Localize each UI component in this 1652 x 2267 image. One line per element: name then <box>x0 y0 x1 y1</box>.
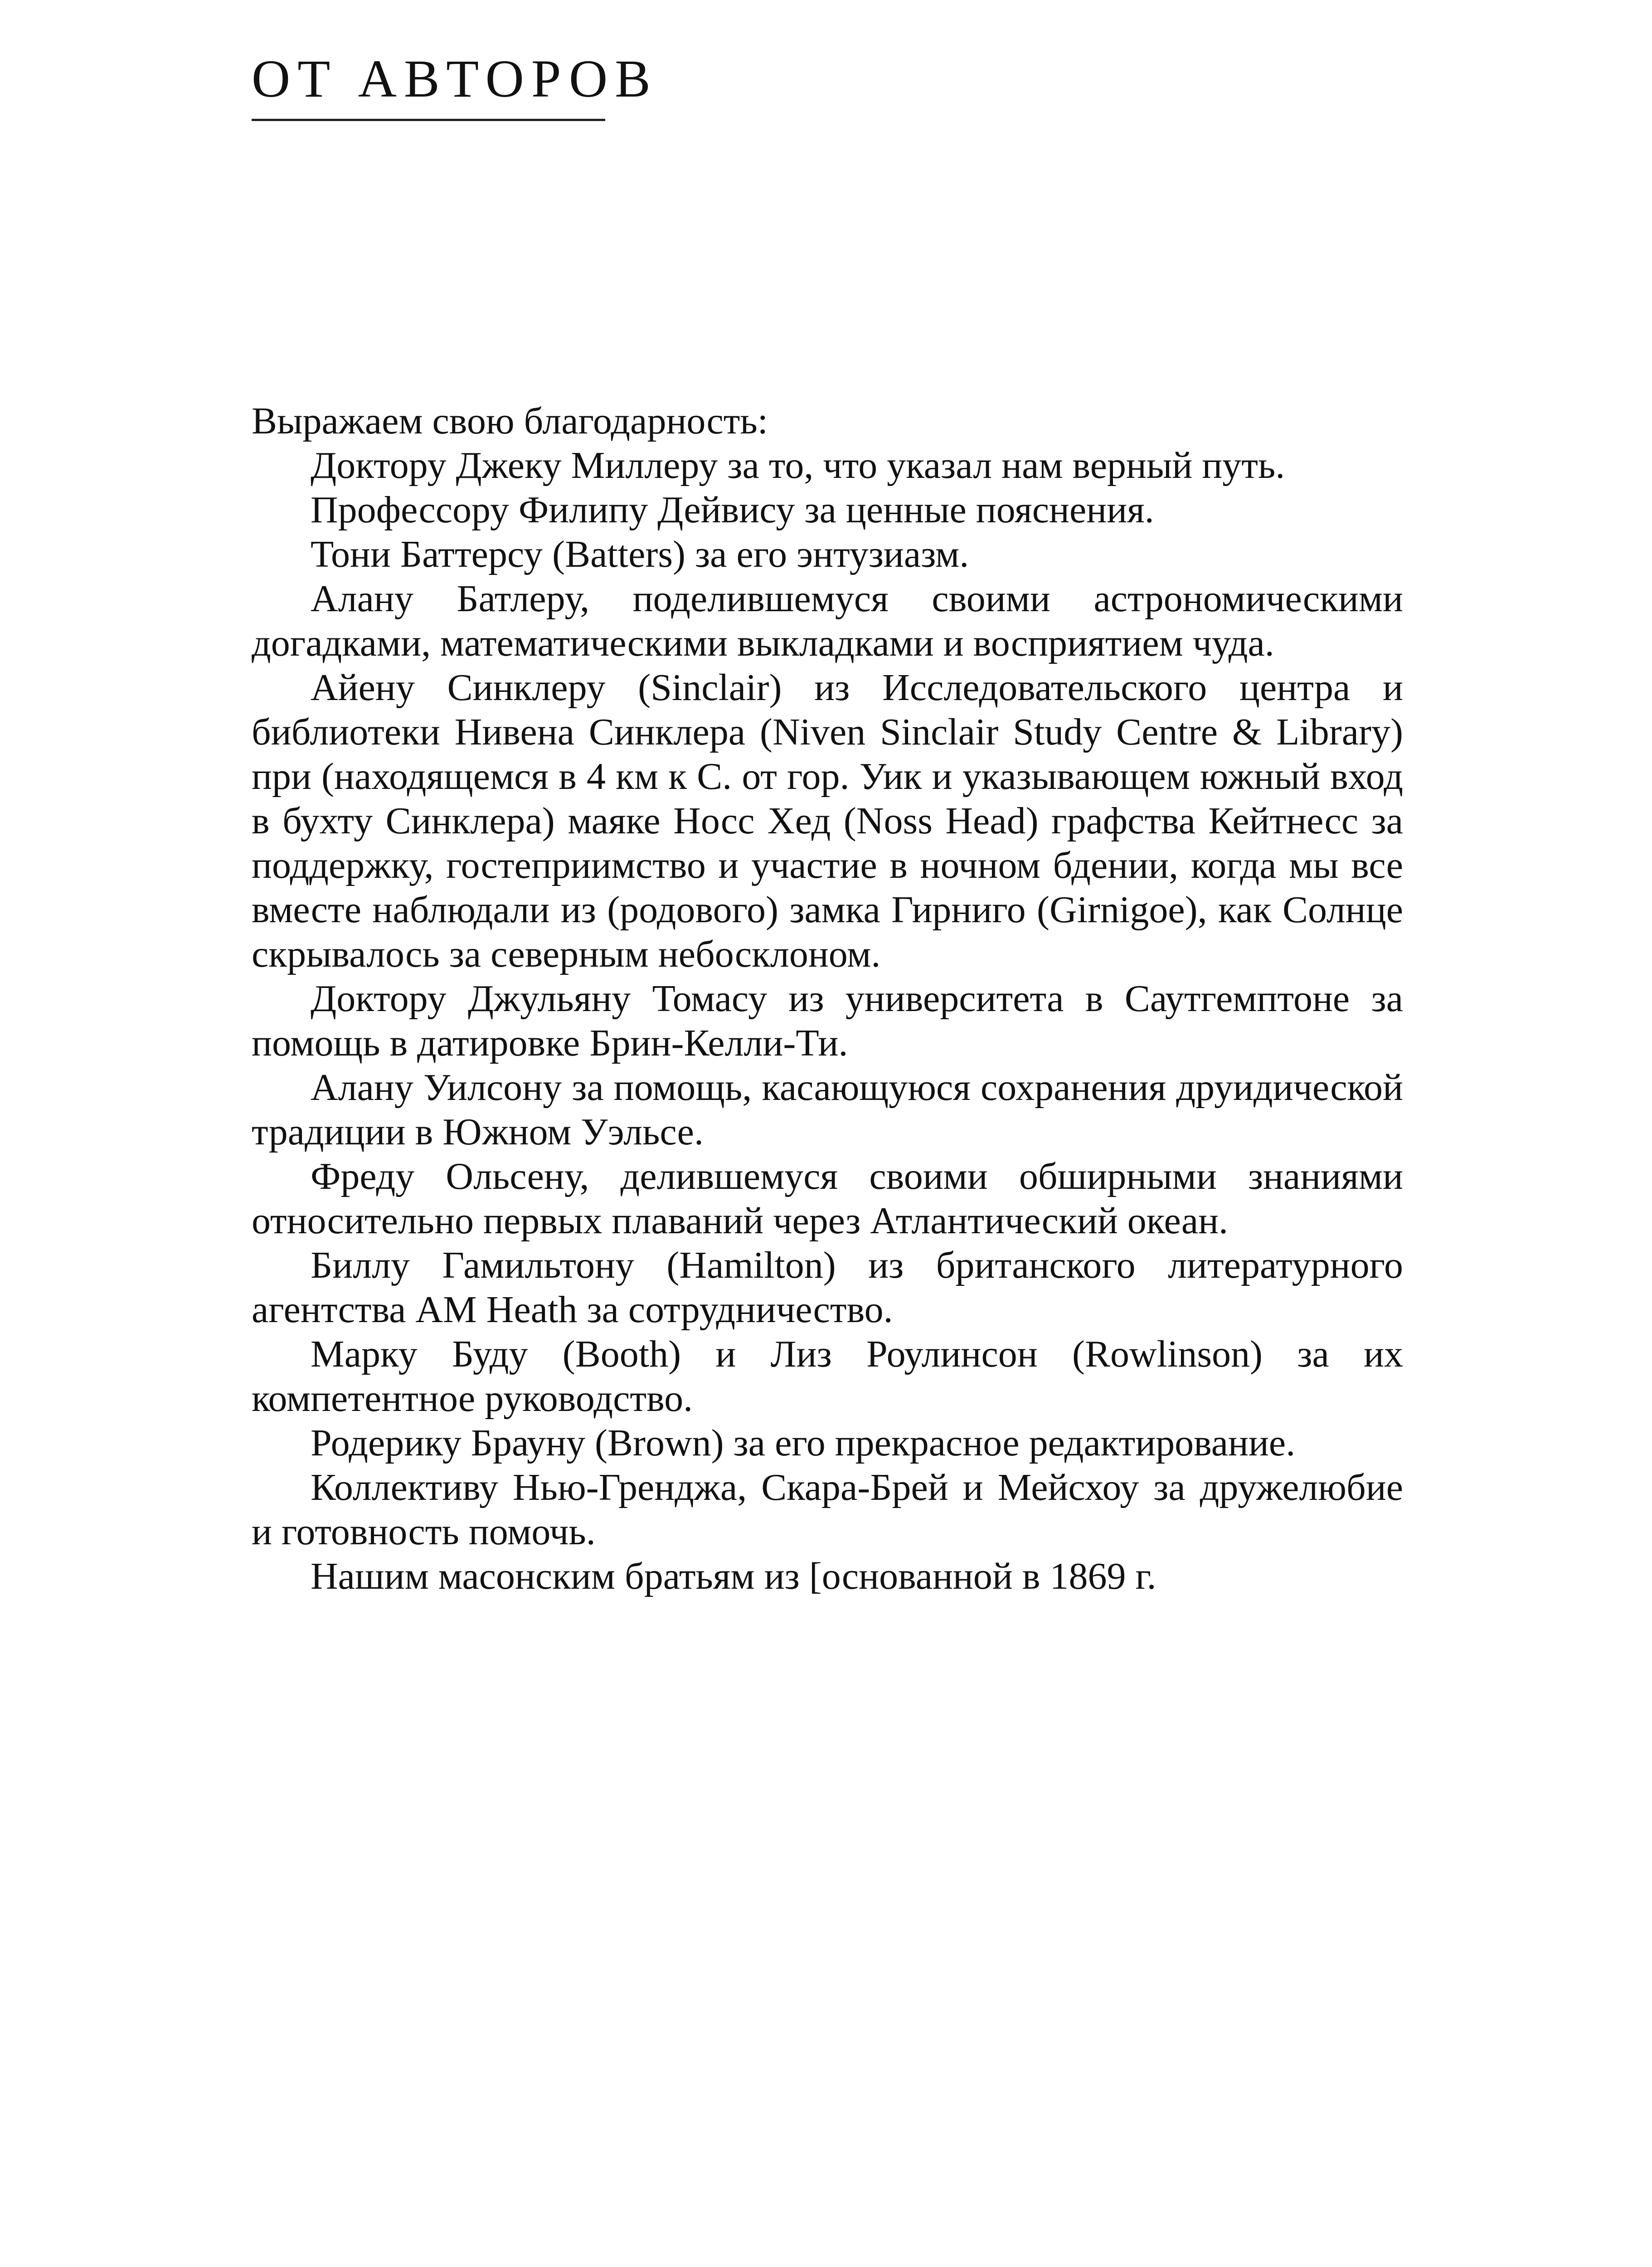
paragraph: Айену Синклеру (Sinclair) из Исследовательского центра и библиотеки Нивена Синклера (Niven Sinclair Study Centre & Library) при (находящемся в 4 км к С. от гор. Уик и указывающем южный вход в бухту Синклера) маяке Носс Хед (Noss Head) графства Кейтнесс за поддержку, гостеприимство и участие в ночном бдении, когда мы все вместе наблюдали из (родового) замка Гирниго (Girnigoe), как Солнце скрывалось за северным небосклоном. <box>252 666 1403 975</box>
paragraph: Марку Буду (Booth) и Лиз Роулинсон (Rowlinson) за их компетентное руководство. <box>252 1333 1403 1420</box>
paragraph: Биллу Гамильтону (Hamilton) из британского литературного агентства AM Heath за сотрудничество. <box>252 1244 1403 1331</box>
chapter-title: ОТ АВТОРОВ <box>252 49 658 108</box>
paragraph: Доктору Джеку Миллеру за то, что указал нам верный путь. <box>311 444 1285 486</box>
title-underline <box>252 119 605 121</box>
paragraph: Алану Уилсону за помощь, касающуюся сохранения друидической традиции в Южном Уэльсе. <box>252 1066 1403 1153</box>
intro-line: Выражаем свою благодарность: <box>252 400 768 442</box>
paragraph: Коллективу Нью-Гренджа, Скара-Брей и Мейсхоу за дружелюбие и готовность помочь. <box>252 1466 1403 1553</box>
paragraph: Тони Баттерсу (Batters) за его энтузиазм. <box>311 533 969 575</box>
paragraph: Доктору Джульяну Томасу из университета в Саутгемптоне за помощь в датировке Брин-Келли-Ти. <box>252 978 1403 1064</box>
paragraph: Алану Батлеру, поделившемуся своими астрономическими догадками, математическими выкладками и восприятием чуда. <box>252 578 1403 664</box>
acknowledgements-text <box>252 399 1403 1599</box>
paragraph: Профессору Филипу Дейвису за ценные пояснения. <box>311 489 1154 531</box>
paragraph: Фреду Ольсену, делившемуся своими обширными знаниями относительно первых плаваний через Атлантический океан. <box>252 1155 1403 1242</box>
paragraph: Родерику Брауну (Brown) за его прекрасное редактирование. <box>311 1422 1296 1464</box>
paragraph: Нашим масонским братьям из [основанной в 1869 г. <box>311 1555 1156 1597</box>
